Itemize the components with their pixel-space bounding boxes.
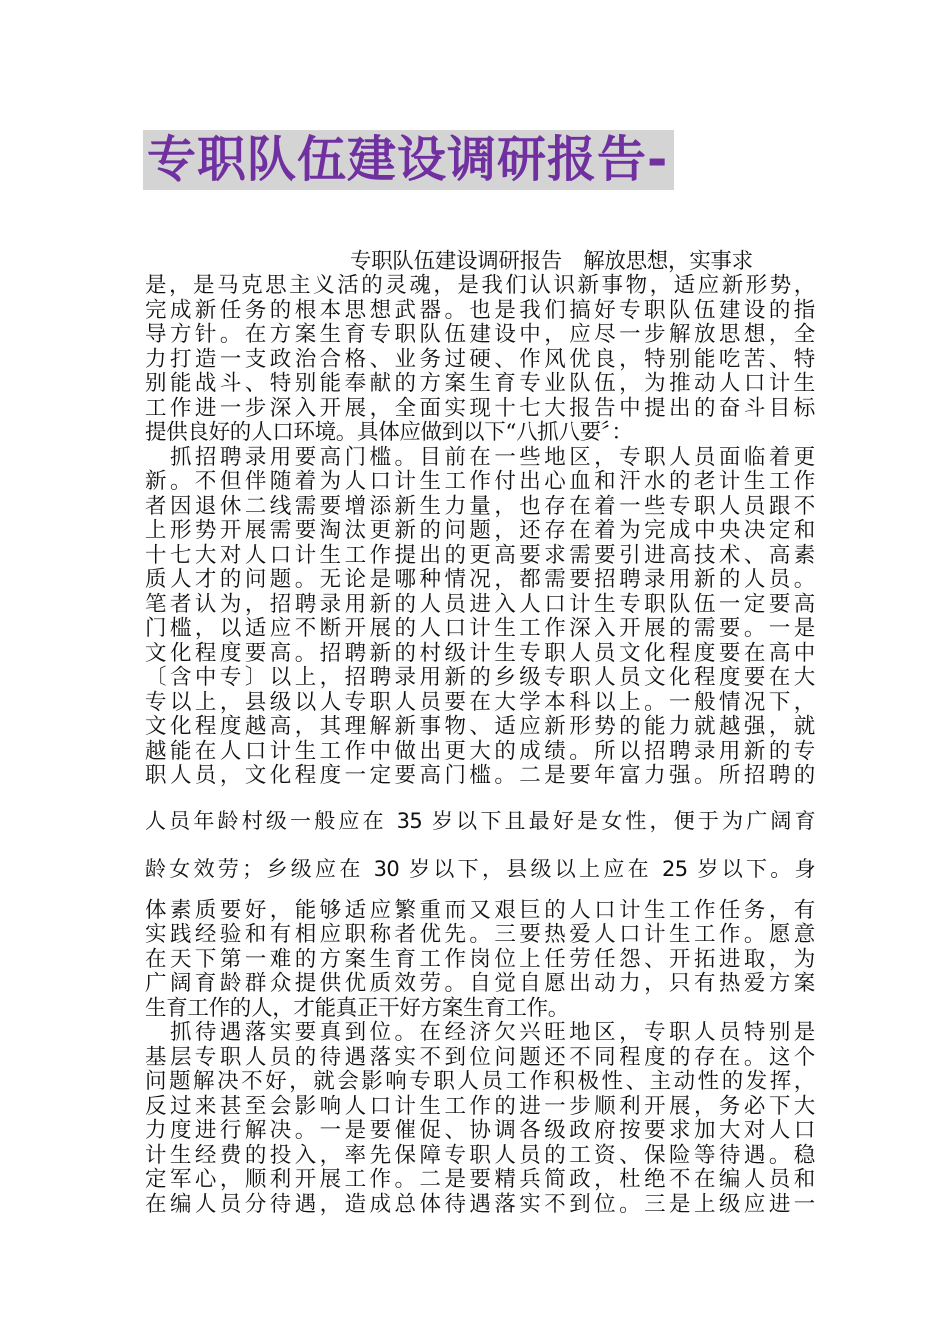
paragraph-line: 文化程度要高。招聘新的村级计生专职人员文化程度要在高中: [145, 641, 815, 666]
paragraph-line: 专以上，县级以人专职人员要在大学本科以上。一般情况下，: [145, 690, 815, 715]
paragraph-line: 实践经验和有相应职称者优先。三要热爱人口计生工作。愿意: [145, 922, 815, 947]
paragraph-line: 职人员，文化程度一定要高门槛。二是要年富力强。所招聘的: [145, 763, 815, 788]
paragraph-line: 体素质要好，能够适应繁重而又艰巨的人口计生工作任务，有: [145, 898, 815, 923]
paragraph-line: 十七大对人口计生工作提出的更高要求需要引进高技术、高素: [145, 543, 815, 568]
paragraph-line: 广阔育龄群众提供优质效劳。自觉自愿出动力，只有热爱方案: [145, 971, 815, 996]
paragraph-line: 门槛，以适应不断开展的人口计生工作深入开展的需要。一是: [145, 616, 815, 641]
paragraph-line: 人员年龄村级一般应在 35 岁以下且最好是女性，便于为广阔育: [145, 809, 815, 833]
paragraph-line: 文化程度越高，其理解新事物、适应新形势的能力就越强，就: [145, 714, 815, 739]
paragraph-line: 越能在人口计生工作中做出更大的成绩。所以招聘录用新的专: [145, 739, 815, 764]
paragraph-line: 在编人员分待遇，造成总体待遇落实不到位。三是上级应进一: [145, 1192, 815, 1217]
paragraph-line: 基层专职人员的待遇落实不到位问题还不同程度的存在。这个: [145, 1045, 815, 1070]
paragraph-line: 完成新任务的根本思想武器。也是我们搞好专职队伍建设的指: [145, 298, 815, 323]
paragraph-line: 是，是马克思主义活的灵魂，是我们认识新事物，适应新形势，: [145, 273, 815, 298]
paragraph-line: 龄女效劳；乡级应在 30 岁以下，县级以上应在 25 岁以下。身: [145, 857, 815, 881]
paragraph-line: 生育工作的人，才能真正干好方案生育工作。: [145, 996, 570, 1021]
document-title-highlight: [143, 130, 674, 190]
paragraph-line: 在天下第一难的方案生育工作岗位上任劳任怨、开拓进取，为: [145, 947, 815, 972]
document-title: 专职队伍建设调研报告-: [147, 131, 669, 188]
paragraph-line: 定军心，顺利开展工作。二是要精兵简政，杜绝不在编人员和: [145, 1167, 815, 1192]
paragraph-line: 抓待遇落实要真到位。在经济欠兴旺地区，专职人员特别是: [145, 1020, 815, 1045]
paragraph-line: 工作进一步深入开展，全面实现十七大报告中提出的奋斗目标: [145, 396, 815, 421]
paragraph-line: 上形势开展需要淘汰更新的问题，还存在着为完成中央决定和: [145, 518, 815, 543]
paragraph-line: 问题解决不好，就会影响专职人员工作积极性、主动性的发挥，: [145, 1069, 815, 1094]
paragraph-line: 计生经费的投入，率先保障专职人员的工资、保险等待遇。稳: [145, 1143, 815, 1168]
paragraph-line: 〔含中专〕以上，招聘录用新的乡级专职人员文化程度要在大: [145, 665, 815, 690]
paragraph-line: 力度进行解决。一是要催促、协调各级政府按要求加大对人口: [145, 1118, 815, 1143]
paragraph-line: 专职队伍建设调研报告 解放思想，实事求: [350, 249, 753, 274]
paragraph-line: 质人才的问题。无论是哪种情况，都需要招聘录用新的人员。: [145, 567, 815, 592]
paragraph-line: 力打造一支政治合格、业务过硬、作风优良，特别能吃苦、特: [145, 347, 815, 372]
paragraph-line: 新。不但伴随着为人口计生工作付出心血和汗水的老计生工作: [145, 469, 815, 494]
paragraph-line: 抓招聘录用要高门槛。目前在一些地区，专职人员面临着更: [145, 445, 815, 470]
paragraph-line: 者因退休二线需要增添新生力量，也存在着一些专职人员跟不: [145, 494, 815, 519]
paragraph-line: 提供良好的人口环境。具体应做到以下“八抓八要〞：: [145, 420, 633, 445]
paragraph-line: 别能战斗、特别能奉献的方案生育专业队伍，为推动人口计生: [145, 371, 815, 396]
paragraph-line: 笔者认为，招聘录用新的人员进入人口计生专职队伍一定要高: [145, 592, 815, 617]
paragraph-line: 导方针。在方案生育专职队伍建设中，应尽一步解放思想，全: [145, 322, 815, 347]
paragraph-line: 反过来甚至会影响人口计生工作的进一步顺利开展，务必下大: [145, 1094, 815, 1119]
